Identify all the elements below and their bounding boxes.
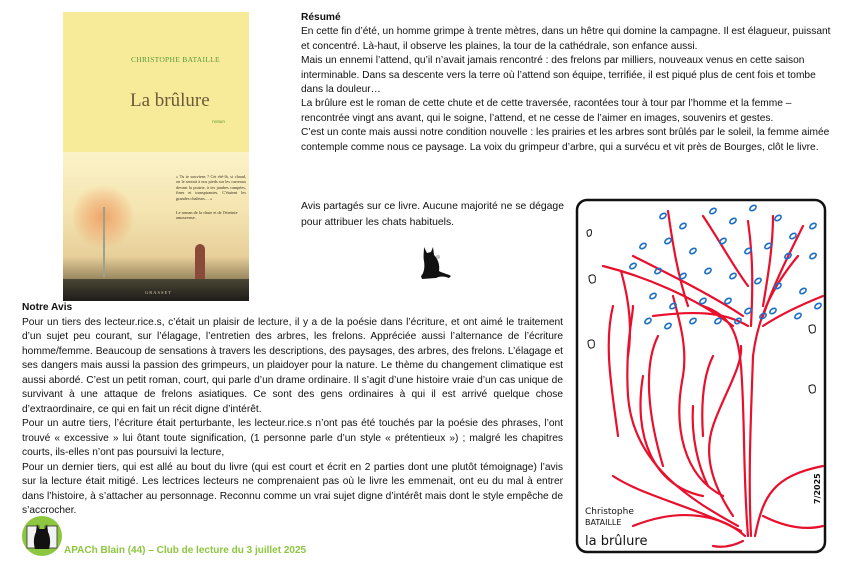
- resume-paragraph: La brûlure est le roman de cette chute et de cette traversée, racontées tour à tour par l’homme et la femme – rencontrée vingt ans avant, qui le soigne, l’attend, et ne cesse de l’aimer en images, souvenirs et gestes.: [301, 98, 792, 124]
- notre-avis-paragraph: Pour un dernier tiers, qui est allé au bout du livre (qui est court et écrit en 2 parties dont une plutôt témoignage) l’avis sur la lecture était mitigé. Les lectrices lecteurs ne comprenaient pas où le livre les emmenait, ont eu du mal à entrer dans l’histoire, à s’attacher au personnage. Reconnu comme un vrai sujet digne d’intérêt mais dont le style empêche de s’accrocher.: [22, 461, 563, 516]
- resume-paragraph: En cette fin d’été, un homme grimpe à trente mètres, dans un hêtre qui domine la campagne. Il est élagueur, puissant et concentré. Là-haut, il observe les plaines, la tour de la cathédrale, son enfance aussi.: [301, 26, 831, 52]
- drawing-title: la brûlure: [585, 534, 648, 549]
- book-cover: [63, 12, 249, 301]
- footer-text: APACh Blain (44) – Club de lecture du 3 juillet 2025: [64, 545, 307, 556]
- club-logo: [22, 516, 62, 556]
- resume-heading: Résumé: [301, 12, 341, 23]
- cover-quote: « Tu te souviens ? Cet été-là, si chaud, on le sentait à nos pieds sur les carreaux devant la prairie, à tes jambes campées, fines et transpirantes. C'étaient les grandes chaleurs… »: [176, 174, 246, 201]
- cover-title: La brûlure: [130, 90, 210, 111]
- cover-author: CHRISTOPHE BATAILLE: [131, 55, 220, 64]
- cover-publisher: GRASSET: [145, 290, 173, 295]
- resume-paragraph: Mais un ennemi l’attend, qu’il n’avait jamais rencontré : des frelons par milliers, nouveaux venus en cette saison interminable. Dans sa descente vers la terre où l’attend son équipe, terrifiée, il est piqué plus de cent fois et tombe dans la douleur…: [301, 55, 816, 96]
- drawing-date: 7/2025: [813, 473, 822, 504]
- notre-avis-paragraph: Pour un autre tiers, l’écriture était perturbante, les lecteur.rice.s n’ont pas été touchés par la poésie des phrases, l’ont trouvé « excessive » lui ôtant toute signification, (1 personne parle d’un style « prétentieux ») ; malgré les chapitres courts, ils-elles n’ont pas poursuivi la lecture,: [22, 418, 563, 458]
- tree-drawing: [573, 196, 833, 558]
- cover-top-band: [63, 12, 249, 152]
- cover-figure: [195, 244, 205, 280]
- notre-avis-section: [22, 301, 563, 519]
- cat-book-icon: [22, 516, 62, 556]
- cat-icon: [418, 243, 452, 283]
- notre-avis-paragraph: Pour un tiers des lecteur.rice.s, c’était un plaisir de lecture, il y a de la poésie dans l’écriture, et ont aimé le traitement d’un sujet peu courant, sur l’élagage, l’entretien des arbres, les frelons. Appréciée aussi l’alternance de l’écriture homme/femme. Beaucoup de sensations à travers les descriptions, des paysages, des arbres, des frelons. L’élagage et ses dangers mais aussi la passion des grimpeurs, un plaidoyer pour la nature. Le thème du changement climatique est aussi abordé. C’est un petit roman, court, qui parle d’un drame ordinaire. Il s’agit d’une histoire vraie d’un cas unique de survivant à une attaque de frelons asiatiques. Ce sont des gens ordinaires à qui il est arrivé quelque chose d’extraordinaire, ce qui en fait un récit digne d’intérêt.: [22, 316, 563, 415]
- drawing-author-first: Christophe: [585, 507, 634, 517]
- resume-section: [301, 11, 831, 155]
- notre-avis-heading: Notre Avis: [22, 302, 73, 313]
- cover-genre: roman: [212, 120, 225, 125]
- resume-paragraph: C’est un conte mais aussi notre condition nouvelle : les prairies et les arbres sont brûlés par le soleil, la femme aimée contemple comme nous ce paysage. La voix du grimpeur d’arbre, qui a survécu et vit près de Bourges, clôt le livre.: [301, 127, 830, 153]
- verdict-text: Avis partagés sur ce livre. Aucune majorité ne se dégage pour attribuer les chats habituels.: [301, 201, 564, 228]
- drawing-author-last: BATAILLE: [585, 518, 622, 527]
- cover-tree: [103, 207, 105, 277]
- cover-tagline: Le roman de la chute et de l'étreinte amoureuse.: [176, 210, 238, 221]
